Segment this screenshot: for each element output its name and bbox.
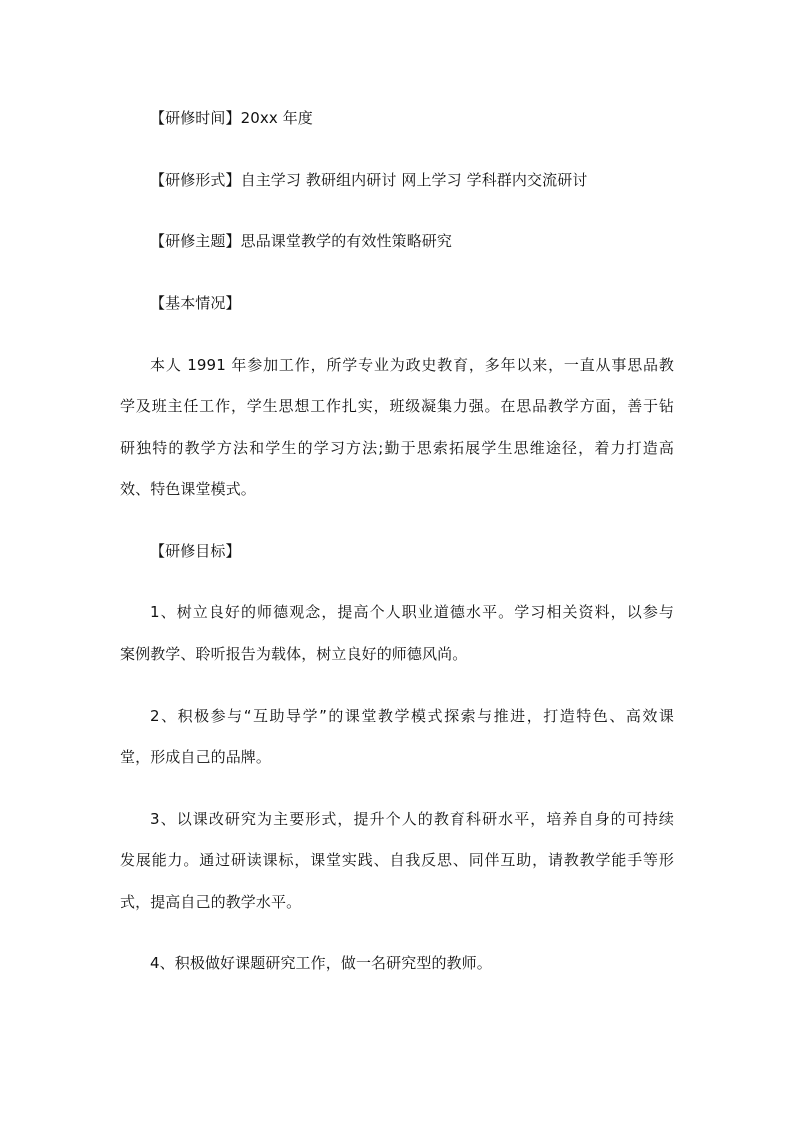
study-theme: 【研修主题】思品课堂教学的有效性策略研究	[150, 232, 453, 250]
goal-3-line-2: 发展能力。通过研读课标，课堂实践、自我反思、同伴互助，请教教学能手等形	[120, 851, 674, 869]
basic-line-2: 学及班主任工作，学生思想工作扎实，班级凝集力强。在思品教学方面，善于钻	[120, 397, 674, 415]
study-time: 【研修时间】20xx 年度	[150, 109, 313, 127]
goal-2-line-1: 2、积极参与“互助导学”的课堂教学模式探索与推进，打造特色、高效课	[150, 707, 674, 725]
goal-2-line-2: 堂，形成自己的品牌。	[120, 748, 272, 766]
goal-1-line-1: 1、树立良好的师德观念，提高个人职业道德水平。学习相关资料，以参与	[150, 603, 674, 621]
study-form: 【研修形式】自主学习 教研组内研讨 网上学习 学科群内交流研讨	[150, 171, 588, 189]
goals-heading: 【研修目标】	[150, 542, 241, 560]
basic-line-1: 本人 1991 年参加工作，所学专业为政史教育，多年以来，一直从事思品教	[150, 356, 674, 374]
basic-line-3: 研独特的教学方法和学生的学习方法;勤于思索拓展学生思维途径，着力打造高	[120, 439, 674, 457]
basic-line-4: 效、特色课堂模式。	[120, 480, 256, 498]
goal-1-line-2: 案例教学、聆听报告为载体，树立良好的师德风尚。	[120, 645, 468, 663]
goal-3-line-3: 式，提高自己的教学水平。	[120, 893, 302, 911]
basic-heading: 【基本情况】	[150, 294, 241, 312]
goal-3-line-1: 3、以课改研究为主要形式，提升个人的教育科研水平，培养自身的可持续	[150, 810, 674, 828]
goal-4-line-1: 4、积极做好课题研究工作，做一名研究型的教师。	[150, 954, 492, 972]
